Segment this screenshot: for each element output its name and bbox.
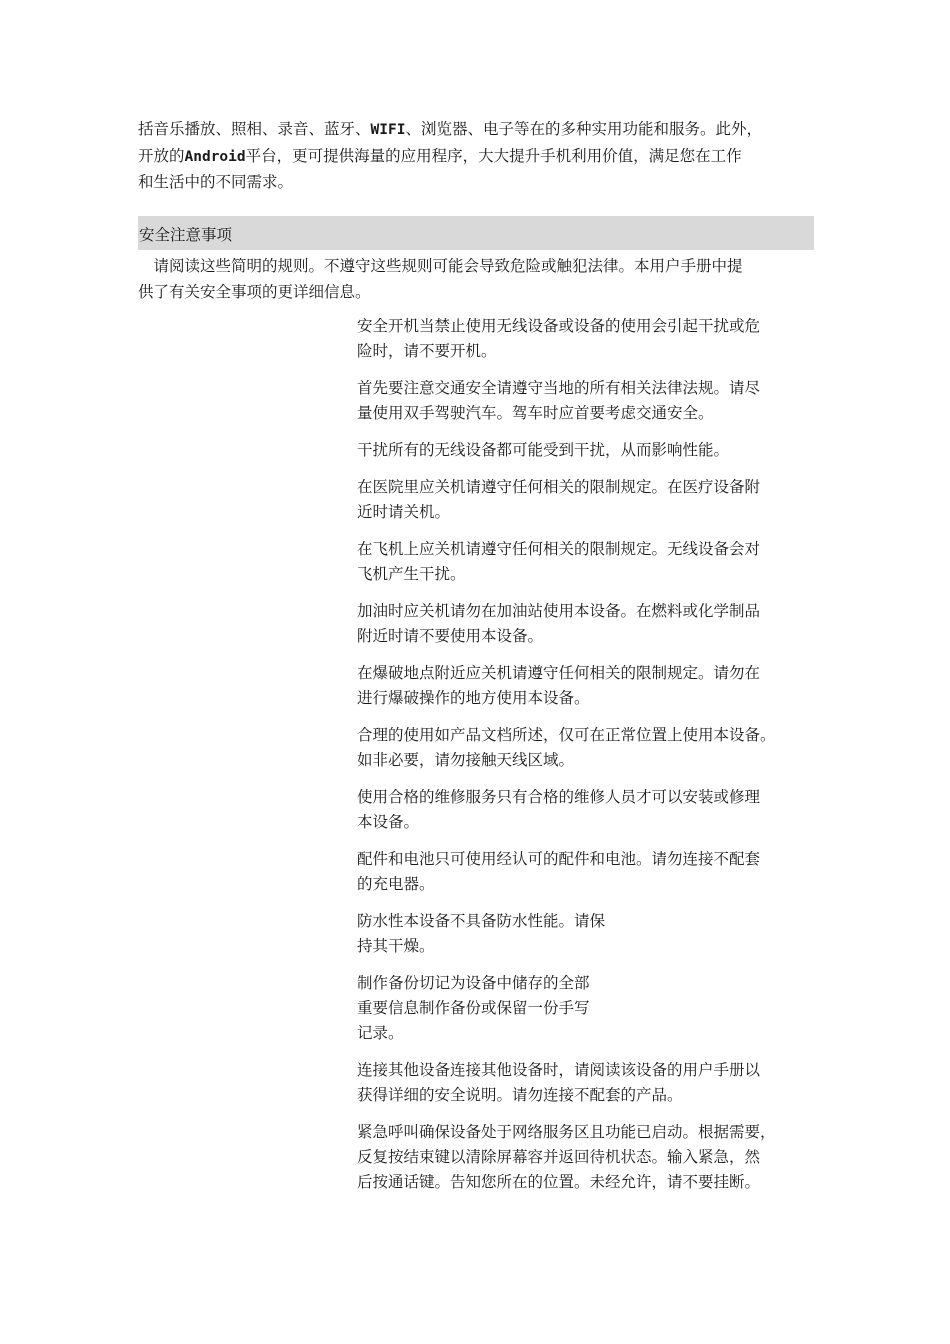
safety-item	[357, 785, 837, 835]
safety-item	[357, 1058, 837, 1108]
safety-item-line: 配件和电池只可使用经认可的配件和电池。请勿连接不配套	[357, 850, 761, 868]
intro-text: 平台，更可提供海量的应用程序，大大提升手机利用价值，满足您在工作	[245, 146, 742, 165]
safety-item	[357, 537, 837, 587]
safety-item-line: 的充电器。	[357, 875, 435, 893]
safety-item	[357, 599, 837, 649]
safety-item	[357, 723, 837, 773]
safety-item-line: 持其干燥。	[357, 937, 435, 955]
intro-text: 括音乐播放、照相、录音、蓝牙、	[138, 120, 371, 138]
safety-item-line: 在飞机上应关机请遵守任何相关的限制规定。无线设备会对	[357, 540, 761, 558]
safety-item-line: 在医院里应关机请遵守任何相关的限制规定。在医疗设备附	[357, 478, 761, 496]
safety-item	[357, 971, 837, 1046]
safety-item-line: 制作备份切记为设备中储存的全部	[357, 974, 590, 992]
safety-item-line: 量使用双手驾驶汽车。驾车时应首要考虑交通安全。	[357, 404, 714, 422]
safety-item	[357, 909, 837, 959]
section-intro-line: 请阅读这些简明的规则。不遵守这些规则可能会导致危险或触犯法律。本用户手册中提	[138, 257, 743, 275]
safety-item-line: 进行爆破操作的地方使用本设备。	[357, 689, 590, 707]
safety-item-line: 后按通话键。告知您所在的位置。未经允许，请不要挂断。	[357, 1173, 761, 1191]
safety-item-line: 连接其他设备连接其他设备时，请阅读该设备的用户手册以	[357, 1061, 761, 1079]
section-intro-line: 供了有关安全事项的更详细信息。	[138, 282, 371, 301]
safety-item-line: 安全开机当禁止使用无线设备或设备的使用会引起干扰或危	[357, 317, 761, 335]
safety-item	[357, 1120, 837, 1195]
safety-item-line: 本设备。	[357, 813, 420, 831]
safety-item	[357, 661, 837, 711]
section-heading: 安全注意事项	[138, 216, 814, 250]
intro-line	[138, 170, 818, 196]
intro-text: 开放的	[138, 146, 185, 165]
safety-item-line: 获得详细的安全说明。请勿连接不配套的产品。	[357, 1086, 683, 1104]
safety-item	[357, 475, 837, 525]
safety-item-line: 险时，请不要开机。	[357, 342, 497, 360]
section-intro-paragraph	[138, 254, 818, 305]
safety-item-line: 重要信息制作备份或保留一份手写	[357, 999, 590, 1017]
safety-item-line: 使用合格的维修服务只有合格的维修人员才可以安装或修理	[357, 788, 761, 806]
safety-item-line: 在爆破地点附近应关机请遵守任何相关的限制规定。请勿在	[357, 664, 761, 682]
safety-item-line: 附近时请不要使用本设备。	[357, 627, 544, 645]
safety-item-line: 防水性本设备不具备防水性能。请保	[357, 912, 606, 930]
intro-term-android: Android	[184, 148, 246, 165]
intro-text: 和生活中的不同需求。	[138, 173, 294, 191]
intro-line	[138, 144, 818, 171]
intro-term-wifi: WIFI	[370, 122, 406, 138]
safety-item-line: 紧急呼叫确保设备处于网络服务区且功能已启动。根据需要，	[357, 1123, 776, 1141]
safety-item-line: 反复按结束键以清除屏幕容并返回待机状态。输入紧急，然	[357, 1148, 761, 1166]
safety-item	[357, 314, 837, 364]
safety-item	[357, 438, 837, 463]
intro-text: 、浏览器、电子等在的多种实用功能和服务。此外，	[405, 120, 762, 138]
safety-item	[357, 847, 837, 897]
safety-item	[357, 376, 837, 426]
intro-line	[138, 117, 818, 144]
safety-item-line: 如非必要，请勿接触天线区域。	[357, 751, 575, 769]
safety-item-line: 近时请关机。	[357, 503, 451, 521]
safety-items-list	[357, 314, 837, 1207]
intro-paragraph	[138, 117, 818, 196]
safety-item-line: 记录。	[357, 1024, 404, 1042]
safety-item-line: 飞机产生干扰。	[357, 565, 466, 583]
safety-item-line: 加油时应关机请勿在加油站使用本设备。在燃料或化学制品	[357, 602, 761, 620]
safety-item-line: 合理的使用如产品文档所述，仅可在正常位置上使用本设备。	[357, 726, 776, 744]
safety-item-line: 首先要注意交通安全请遵守当地的所有相关法律法规。请尽	[357, 379, 761, 397]
safety-item-line: 干扰所有的无线设备都可能受到干扰，从而影响性能。	[357, 441, 730, 459]
